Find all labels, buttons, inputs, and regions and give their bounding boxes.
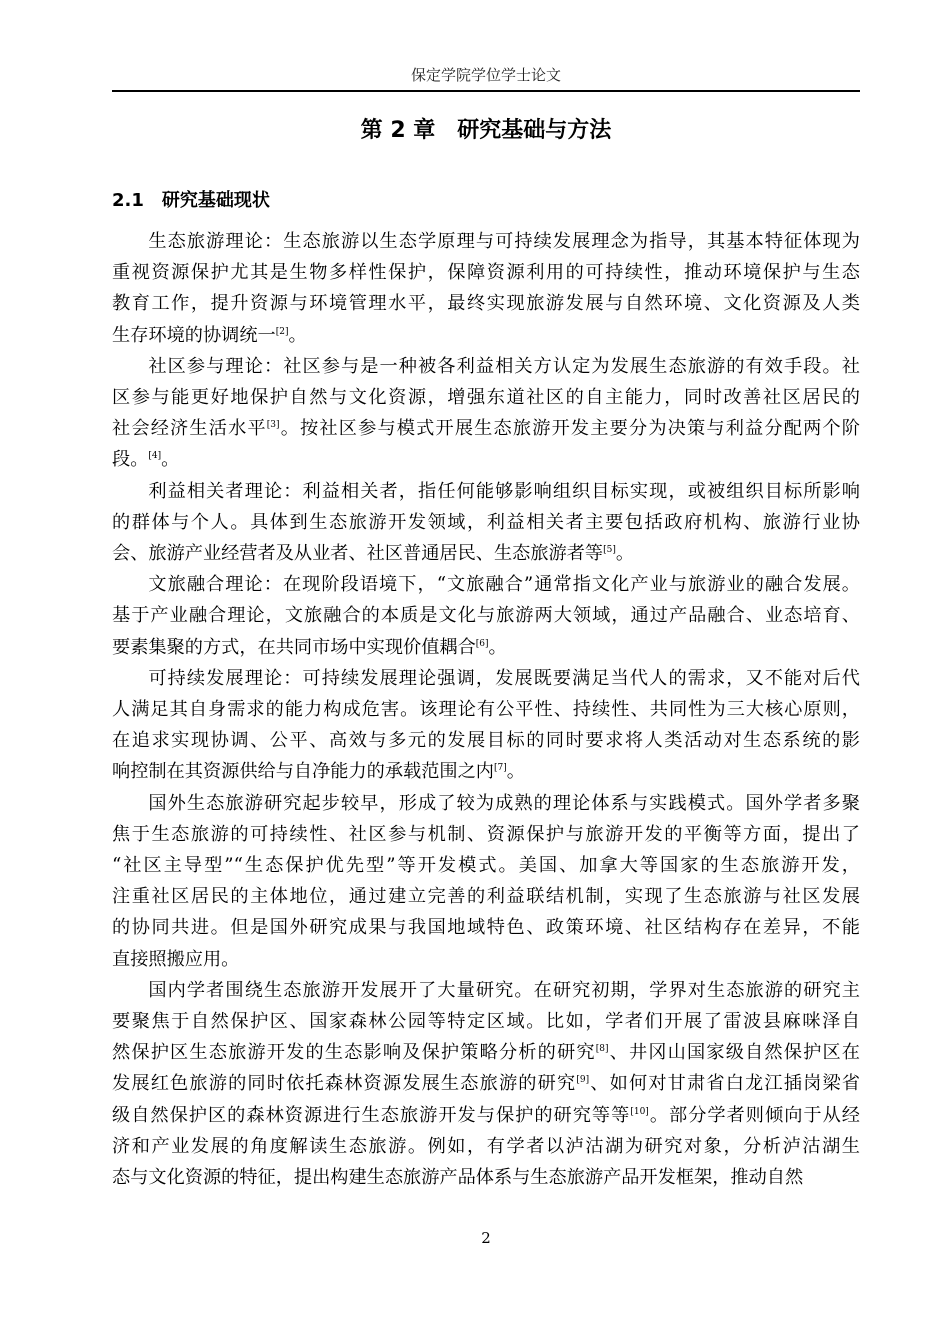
text-line bbox=[112, 756, 860, 787]
line-text: 段。 bbox=[112, 449, 149, 471]
paragraph bbox=[112, 663, 860, 788]
line-text: 态与文化资源的特征，提出构建生态旅游产品体系与生态旅游产品开发框架，推动自然 bbox=[112, 1167, 804, 1189]
text-line bbox=[112, 1162, 860, 1193]
text-line bbox=[112, 788, 860, 819]
text-line bbox=[112, 912, 860, 943]
line-text: 教育工作，提升资源与环境管理水平，最终实现旅游发展与自然环境、文化资源及人类 bbox=[112, 293, 860, 315]
text-line bbox=[112, 226, 860, 257]
text-line bbox=[112, 1131, 860, 1162]
citation-ref: [9] bbox=[576, 1075, 590, 1086]
text-line bbox=[112, 725, 860, 756]
paragraph bbox=[112, 226, 860, 351]
text-line bbox=[112, 663, 860, 694]
line-text: 的群体与个人。具体到生态旅游开发领域，利益相关者主要包括政府机构、旅游行业协 bbox=[112, 511, 860, 533]
text-line bbox=[112, 320, 860, 351]
line-text: “社区主导型”“生态保护优先型”等开发模式。美国、加拿大等国家的生态旅游开发， bbox=[112, 855, 860, 877]
paragraph bbox=[112, 351, 860, 476]
line-text: 的协同共进。但是国外研究成果与我国地域特色、政策环境、社区结构存在差异，不能 bbox=[112, 917, 860, 939]
section-title: 2.1 研究基础现状 bbox=[112, 190, 270, 211]
text-line bbox=[112, 1037, 860, 1068]
line-text: 基于产业融合理论，文旅融合的本质是文化与旅游两大领域，通过产品融合、业态培育、 bbox=[112, 605, 860, 627]
line-tail-text: 。 bbox=[506, 761, 525, 783]
text-line bbox=[112, 444, 860, 475]
text-line bbox=[112, 507, 860, 538]
text-line bbox=[112, 944, 860, 975]
line-tail-text: 。 bbox=[288, 324, 307, 346]
line-text: 可持续发展理论：可持续发展理论强调，发展既要满足当代人的需求，又不能对后代 bbox=[148, 667, 860, 689]
line-text: 社区参与理论：社区参与是一种被各利益相关方认定为发展生态旅游的有效手段。社 bbox=[148, 355, 860, 377]
line-text: 区参与能更好地保护自然与文化资源，增强东道社区的自主能力，同时改善社区居民的 bbox=[112, 387, 860, 409]
citation-ref: [5] bbox=[603, 544, 616, 555]
text-line bbox=[112, 538, 860, 569]
text-line bbox=[112, 819, 860, 850]
text-line bbox=[112, 257, 860, 288]
line-text: 直接照搬应用。 bbox=[112, 948, 240, 970]
line-text: 要素集聚的方式，在共同市场中实现价值耦合 bbox=[112, 636, 476, 658]
line-text: 会、旅游产业经营者及从业者、社区普通居民、生态旅游者等 bbox=[112, 543, 604, 565]
line-text: 国外生态旅游研究起步较早，形成了较为成熟的理论体系与实践模式。国外学者多聚 bbox=[148, 792, 860, 814]
paragraph bbox=[112, 569, 860, 663]
line-text: 文旅融合理论：在现阶段语境下，“文旅融合”通常指文化产业与旅游业的融合发展。 bbox=[148, 574, 860, 596]
line-text: 级自然保护区的森林资源进行生态旅游开发与保护的研究等等 bbox=[112, 1104, 631, 1126]
text-line bbox=[112, 694, 860, 725]
line-text: 响控制在其资源供给与自净能力的承载范围之内 bbox=[112, 761, 494, 783]
page-header: 保定学院学位学士论文 bbox=[112, 62, 860, 92]
line-tail-text: 。部分学者则倾向于从经 bbox=[648, 1104, 860, 1126]
line-text: 注重社区居民的主体地位，通过建立完善的利益联结机制，实现了生态旅游与社区发展 bbox=[112, 886, 860, 908]
text-line bbox=[112, 288, 860, 319]
text-line bbox=[112, 975, 860, 1006]
citation-ref: [8] bbox=[595, 1044, 609, 1055]
body-text bbox=[112, 226, 860, 1193]
paragraph bbox=[112, 975, 860, 1193]
line-text: 国内学者围绕生态旅游开发展开了大量研究。在研究初期，学界对生态旅游的研究主 bbox=[148, 979, 860, 1001]
text-line bbox=[112, 632, 860, 663]
text-line bbox=[112, 382, 860, 413]
line-text: 生态旅游理论：生态旅游以生态学原理与可持续发展理念为指导，其基本特征体现为 bbox=[148, 231, 860, 252]
line-text: 在追求实现协调、公平、高效与多元的发展目标的同时要求将人类活动对生态系统的影 bbox=[112, 730, 860, 752]
paragraph bbox=[112, 476, 860, 570]
text-line bbox=[112, 413, 860, 444]
chapter-title: 第 2 章 研究基础与方法 bbox=[360, 118, 612, 143]
text-line bbox=[112, 1068, 860, 1099]
text-line bbox=[112, 1100, 860, 1131]
line-tail-text: 、井冈山国家级自然保护区在 bbox=[608, 1042, 860, 1064]
page-number: 2 bbox=[481, 1229, 491, 1247]
text-line bbox=[112, 476, 860, 507]
citation-ref: [3] bbox=[266, 420, 280, 431]
line-text: 要聚焦于自然保护区、国家森林公园等特定区域。比如，学者们开展了雷波县麻咪泽自 bbox=[112, 1011, 860, 1033]
line-tail-text: 、如何对甘肃省白龙江插岗梁省 bbox=[589, 1073, 860, 1095]
line-text: 焦于生态旅游的可持续性、社区参与机制、资源保护与旅游开发的平衡等方面，提出了 bbox=[112, 823, 860, 845]
text-line bbox=[112, 351, 860, 382]
text-line bbox=[112, 569, 860, 600]
line-text: 然保护区生态旅游开发的生态影响及保护策略分析的研究 bbox=[112, 1042, 596, 1064]
citation-ref: [4] bbox=[148, 451, 162, 462]
citation-ref: [2] bbox=[275, 326, 289, 337]
citation-ref: [6] bbox=[475, 638, 489, 649]
text-line bbox=[112, 600, 860, 631]
line-tail-text: 。 bbox=[161, 449, 180, 471]
line-text: 生存环境的协调统一 bbox=[112, 324, 276, 346]
citation-ref: [7] bbox=[493, 763, 507, 774]
text-line bbox=[112, 881, 860, 912]
line-text: 济和产业发展的角度解读生态旅游。例如，有学者以泸沽湖为研究对象，分析泸沽湖生 bbox=[112, 1135, 860, 1157]
line-tail-text: 。 bbox=[488, 636, 507, 658]
line-text: 社会经济生活水平 bbox=[112, 418, 267, 440]
text-line bbox=[112, 1006, 860, 1037]
line-tail-text: 。 bbox=[615, 543, 635, 565]
text-line bbox=[112, 850, 860, 881]
citation-ref: [10] bbox=[630, 1106, 649, 1117]
line-text: 利益相关者理论：利益相关者，指任何能够影响组织目标实现，或被组织目标所影响 bbox=[148, 480, 860, 502]
line-text: 人满足其自身需求的能力构成危害。该理论有公平性、持续性、共同性为三大核心原则， bbox=[112, 699, 860, 721]
line-text: 发展红色旅游的同时依托森林资源发展生态旅游的研究 bbox=[112, 1073, 577, 1095]
line-tail-text: 。按社区参与模式开展生态旅游开发主要分为决策与利益分配两个阶 bbox=[279, 418, 860, 440]
line-text: 重视资源保护尤其是生物多样性保护，保障资源利用的可持续性，推动环境保护与生态 bbox=[112, 262, 860, 284]
paragraph bbox=[112, 788, 860, 975]
